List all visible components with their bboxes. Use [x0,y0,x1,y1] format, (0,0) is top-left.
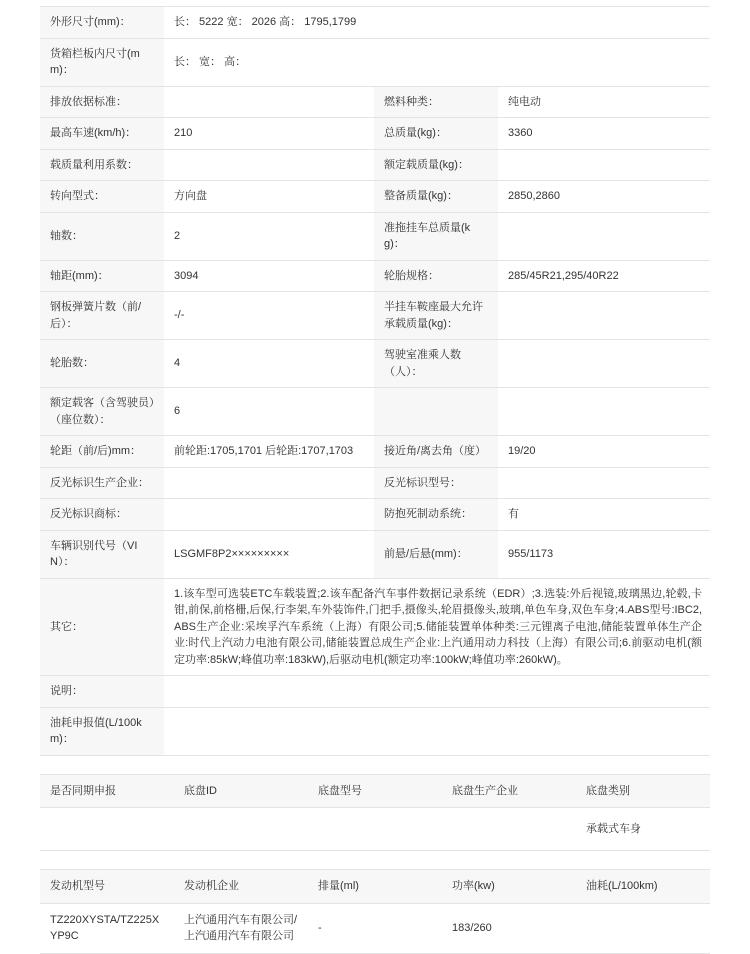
row-label-vin: 车辆识别代号（VIN）： [40,530,164,578]
row-value-other: 1.该车型可选装ETC车载装置;2.该车配备汽车事件数据记录系统（EDR）;3.选装:外后视镜,玻璃黑边,轮毂,卡钳,前保,前格栅,后保,行李架,车外装饰件,门把手,摄像头,轮眉摄像头,玻璃,单色车身,双色车身;4.ABS型号:IBC2,ABS生产企业:采埃孚汽车系统（上海）有限公司;5.储能装置单体种类:三元锂离子电池,储能装置单体生产企业:时代上汽动力电池有限公司,储能装置总成生产企业:上汽通用动力科技（上海）有限公司;6.前驱动电机(额定功率:85kW;峰值功率:183kW),后驱动电机(额定功率:100kW;峰值功率:260kW)。 [164,578,710,676]
row-label-steering-type: 转向型式： [40,181,164,213]
table-row [40,7,710,39]
table-row [40,499,710,531]
engine-header-displacement: 排量(ml) [308,870,442,904]
row-value-load-coefficient [164,149,374,181]
table-row [40,292,710,340]
row-value-note [164,676,710,708]
engine-header-fuel-consumption: 油耗(L/100km) [576,870,710,904]
row-value-blank-1 [498,388,710,436]
row-value-overhang: 955/1173 [498,530,710,578]
spec-table [40,6,710,756]
row-label-seating-capacity: 额定载客（含驾驶员）（座位数）： [40,388,164,436]
row-label-track-width: 轮距（前/后)mm： [40,436,164,468]
row-label-abs: 防抱死制动系统： [374,499,498,531]
table-row [40,38,710,86]
row-value-rated-load-mass [498,149,710,181]
engine-cell-fuel-consumption [576,903,710,953]
chassis-table [40,774,710,852]
row-value-cab-occupants [498,340,710,388]
table-row [40,436,710,468]
chassis-cell-manufacturer [442,808,576,851]
row-label-emission-standard: 排放依据标准： [40,86,164,118]
row-label-saddle-mass: 半挂车鞍座最大允许承载质量(kg)： [374,292,498,340]
chassis-header-category: 底盘类别 [576,774,710,808]
engine-header-row [40,870,710,904]
row-value-fuel-consumption [164,707,710,755]
table-row [40,530,710,578]
engine-cell-displacement: - [308,903,442,953]
row-label-axle-count: 轴数： [40,212,164,260]
chassis-cell-model [308,808,442,851]
row-value-leaf-spring: -/- [164,292,374,340]
table-row [40,118,710,150]
row-label-tire-spec: 轮胎规格： [374,260,498,292]
engine-cell-manufacturer: 上汽通用汽车有限公司/上汽通用汽车有限公司 [174,903,308,953]
row-label-other: 其它： [40,578,164,676]
row-label-blank-1 [374,388,498,436]
engine-header-power: 功率(kw) [442,870,576,904]
row-value-cargo-box: 长： 宽： 高： [164,38,710,86]
chassis-cell-id [174,808,308,851]
row-label-approach-departure-angle: 接近角/离去角（度） [374,436,498,468]
row-label-cab-occupants: 驾驶室准乘人数（人）： [374,340,498,388]
engine-table [40,869,710,954]
row-label-fuel-type: 燃料种类： [374,86,498,118]
engine-cell-model: TZ220XYSTA/TZ225XYP9C [40,903,174,953]
row-value-curb-mass: 2850,2860 [498,181,710,213]
row-value-emission-standard [164,86,374,118]
row-value-axle-count: 2 [164,212,374,260]
row-value-fuel-type: 纯电动 [498,86,710,118]
row-label-dimensions: 外形尺寸(mm)： [40,7,164,39]
row-value-seating-capacity: 6 [164,388,374,436]
row-value-steering-type: 方向盘 [164,181,374,213]
table-gap-1 [40,756,710,774]
row-label-curb-mass: 整备质量(kg)： [374,181,498,213]
row-label-gross-mass: 总质量(kg)： [374,118,498,150]
chassis-header-row [40,774,710,808]
row-label-reflector-model: 反光标识型号： [374,467,498,499]
row-value-tire-count: 4 [164,340,374,388]
row-value-track-width: 前轮距:1705,1701 后轮距:1707,1703 [164,436,374,468]
row-value-dimensions: 长： 5222 宽： 2026 高： 1795,1799 [164,7,710,39]
table-row [40,260,710,292]
row-label-leaf-spring: 钢板弹簧片数（前/后）： [40,292,164,340]
table-gap-2 [40,851,710,869]
chassis-header-concurrent: 是否同期申报 [40,774,174,808]
row-label-load-coefficient: 载质量利用系数： [40,149,164,181]
engine-header-model: 发动机型号 [40,870,174,904]
row-label-reflector-brand: 反光标识商标： [40,499,164,531]
table-row [40,86,710,118]
chassis-cell-category: 承载式车身 [576,808,710,851]
engine-header-manufacturer: 发动机企业 [174,870,308,904]
row-label-overhang: 前悬/后悬(mm)： [374,530,498,578]
chassis-header-manufacturer: 底盘生产企业 [442,774,576,808]
row-value-max-speed: 210 [164,118,374,150]
row-value-gross-mass: 3360 [498,118,710,150]
row-label-max-speed: 最高车速(km/h)： [40,118,164,150]
row-label-note: 说明： [40,676,164,708]
table-row [40,388,710,436]
row-value-wheelbase: 3094 [164,260,374,292]
table-row [40,578,710,676]
row-value-vin: LSGMF8P2××××××××× [164,530,374,578]
table-row [40,707,710,755]
row-label-fuel-consumption: 油耗申报值(L/100km)： [40,707,164,755]
row-label-rated-load-mass: 额定载质量(kg)： [374,149,498,181]
table-row [40,181,710,213]
row-value-reflector-brand [164,499,374,531]
row-label-reflector-manufacturer: 反光标识生产企业： [40,467,164,499]
table-row [40,467,710,499]
table-row [40,903,710,953]
row-label-wheelbase: 轴距(mm)： [40,260,164,292]
row-value-reflector-model [498,467,710,499]
row-label-trailer-mass: 准拖挂车总质量(kg)： [374,212,498,260]
table-row [40,808,710,851]
row-value-tire-spec: 285/45R21,295/40R22 [498,260,710,292]
row-value-abs: 有 [498,499,710,531]
row-value-trailer-mass [498,212,710,260]
row-label-cargo-box: 货箱栏板内尺寸(mm)： [40,38,164,86]
row-label-tire-count: 轮胎数： [40,340,164,388]
row-value-reflector-manufacturer [164,467,374,499]
chassis-header-id: 底盘ID [174,774,308,808]
engine-cell-power: 183/260 [442,903,576,953]
table-row [40,212,710,260]
table-row [40,149,710,181]
table-row [40,340,710,388]
table-row [40,676,710,708]
chassis-header-model: 底盘型号 [308,774,442,808]
chassis-cell-concurrent [40,808,174,851]
row-value-approach-departure-angle: 19/20 [498,436,710,468]
row-value-saddle-mass [498,292,710,340]
